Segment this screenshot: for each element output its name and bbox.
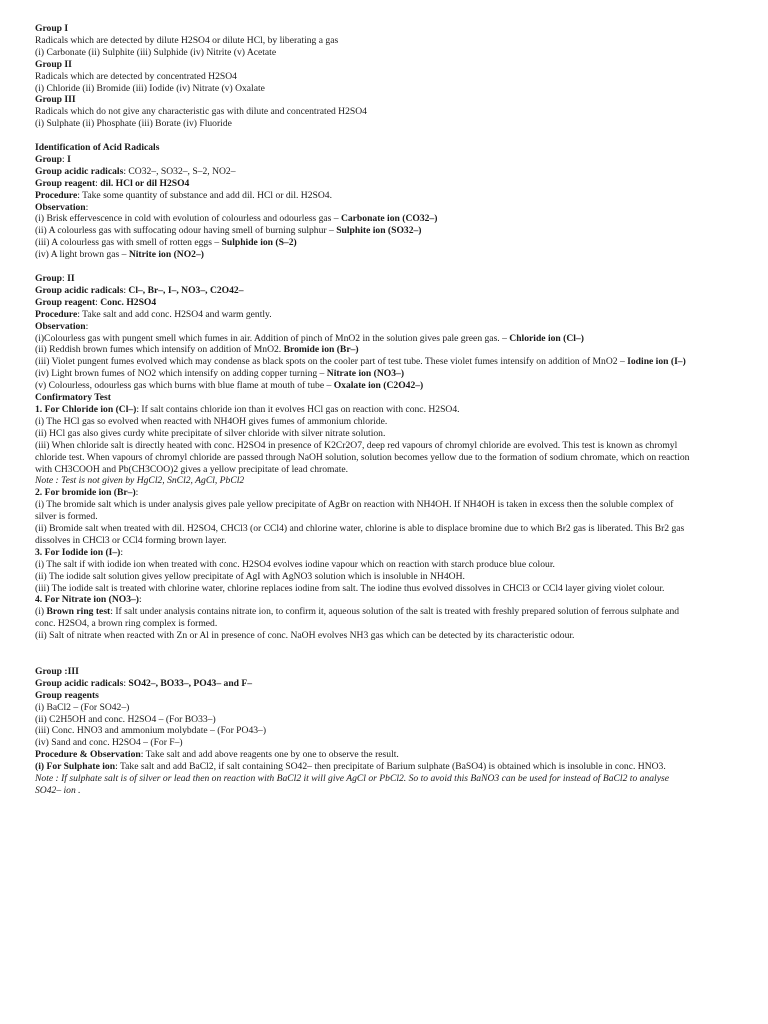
bold-text: Identification of Acid Radicals (35, 142, 160, 154)
text-run: (iii) Violet pungent fumes evolved which may condense as black spots on the cooler part of test tube. These violet fumes intensify on addition of MnO2 – (35, 356, 628, 368)
text-line (35, 725, 745, 737)
bold-text: 3. For Iodide ion (I–) (35, 546, 121, 558)
bold-text: Sulphite ion (SO32–) (336, 225, 422, 237)
text-run: : (85, 320, 89, 332)
text-run: (i) Chloride (ii) Bromide (iii) Iodide (iv) Nitrate (v) Oxalate (35, 82, 265, 94)
text-line (35, 440, 745, 452)
text-run: (i) The bromide salt which is under analysis gives pale yellow precipitate of AgBr on reaction with NH4OH. If NH4OH is taken in excess then the soluble complex of (35, 499, 674, 511)
text-run: (ii) The iodide salt solution gives yellow precipitate of AgI with AgNO3 solution which is insoluble in NH4OH. (35, 570, 465, 582)
text-run: (iii) When chloride salt is directly heated with conc. H2SO4 in presence of K2Cr2O7, deep red vapours of chromyl chloride are evolved. This test is known as chromyl (35, 439, 678, 451)
text-line (35, 487, 745, 499)
text-line (35, 630, 745, 642)
text-line (35, 785, 745, 797)
text-run: : (139, 594, 142, 606)
text-line (35, 225, 745, 237)
bold-text: Conc. H2SO4 (100, 296, 157, 308)
bold-text: Sulphide ion (S–2) (221, 237, 297, 249)
blank-line (35, 654, 745, 666)
bold-text: Group reagents (35, 689, 99, 701)
text-run: : (85, 201, 89, 213)
text-line (35, 356, 745, 368)
text-run: (i) (35, 606, 47, 618)
bold-text: (i) For Sulphate ion (35, 761, 116, 773)
text-run: (ii) Reddish brown fumes which intensify on addition of MnO2. (35, 344, 284, 356)
blank-line (35, 642, 745, 654)
text-run: (i) Carbonate (ii) Sulphite (iii) Sulphide (iv) Nitrite (v) Acetate (35, 46, 277, 58)
text-run: (iv) Light brown fumes of NO2 which intensify on adding copper turning – (35, 368, 327, 380)
text-run: (i) BaCl2 – (For SO42–) (35, 701, 130, 713)
text-run: Radicals which do not give any characteristic gas with dilute and concentrated H2SO4 (35, 106, 367, 118)
bold-text: Group (35, 153, 63, 165)
text-line (35, 83, 745, 95)
text-line (35, 213, 745, 225)
text-line (35, 678, 745, 690)
bold-text: Group (35, 273, 63, 284)
text-line (35, 94, 745, 106)
italic-text: Note : If sulphate salt is of silver or lead then on reaction with BaCl2 it will give AgCl or PbCl2. So to avoid this BaNO3 can be used for instead of BaCl2 to analyse (35, 773, 669, 785)
bold-text: Group III (35, 94, 76, 106)
text-run: (iii) The iodide salt is treated with chlorine water, chlorine replaces iodine from salt. The iodine thus evolved dissolves in CHCl3 or CCl4 layer giving violet colour. (35, 582, 665, 594)
bold-text: Oxalate ion (C2O42–) (333, 380, 424, 392)
text-line (35, 154, 745, 166)
text-line (35, 47, 745, 59)
bold-text: Chloride ion (Cl–) (509, 332, 584, 344)
text-run: : (123, 677, 129, 689)
text-run: : Take salt and add BaCl2, if salt containing SO42– then precipitate of Barium sulphate (BaSO4) is obtained which is insoluble in conc. HNO3. (115, 761, 666, 773)
text-run: : Take salt and add conc. H2SO4 and warm gently. (77, 308, 272, 320)
text-run: : CO32–, SO32–, S–2, NO2– (123, 165, 236, 177)
text-line (35, 404, 745, 416)
text-line (35, 428, 745, 440)
text-line (35, 106, 745, 118)
bold-text: Nitrite ion (NO2–) (128, 249, 204, 261)
text-run: : (95, 177, 101, 189)
text-line (35, 142, 745, 154)
text-run: (i) The HCl gas so evolved when reacted with NH4OH gives fumes of ammonium chloride. (35, 415, 388, 427)
text-line (35, 178, 745, 190)
text-run: (iii) A colourless gas with smell of rotten eggs – (35, 237, 222, 249)
bold-text: II (67, 273, 75, 284)
bold-text: 2. For bromide ion (Br–) (35, 487, 136, 499)
text-line (35, 547, 745, 559)
text-run: (iv) A light brown gas – (35, 249, 129, 261)
text-run: : (62, 273, 68, 284)
bold-text: Procedure (35, 308, 78, 320)
text-run: : (95, 296, 101, 308)
text-line (35, 368, 745, 380)
text-line (35, 190, 745, 202)
text-run: silver is formed. (35, 511, 98, 523)
text-line (35, 594, 745, 606)
text-run: Radicals which are detected by dilute H2SO4 or dilute HCl, by liberating a gas (35, 34, 339, 46)
text-line (35, 606, 745, 618)
blank-line (35, 261, 745, 273)
italic-text: Note : Test is not given by HgCl2, SnCl2, AgCl, PbCl2 (35, 475, 245, 487)
text-run: (ii) Bromide salt when treated with dil. H2SO4, CHCl3 (or CCl4) and chlorine water, chlorine is able to displace bromine due to which Br2 gas is liberated. This Br2 gas (35, 523, 685, 535)
text-line (35, 559, 745, 571)
text-line (35, 249, 745, 261)
text-line (35, 702, 745, 714)
bold-text: Cl–, Br–, I–, NO3–, C2O42– (128, 284, 244, 296)
bold-text: Observation (35, 320, 86, 332)
bold-text: 1. For Chloride ion (Cl–) (35, 403, 137, 415)
text-run: (ii) HCl gas also gives curdy white precipitate of silver chloride with silver nitrate solution. (35, 427, 386, 439)
bold-text: Group reagent (35, 177, 96, 189)
bold-text: Bromide ion (Br–) (283, 344, 359, 356)
text-line (35, 773, 745, 785)
text-line (35, 535, 745, 547)
text-line (35, 344, 745, 356)
text-line (35, 618, 745, 630)
text-line (35, 237, 745, 249)
text-run: (iii) Conc. HNO3 and ammonium molybdate – (For PO43–) (35, 725, 267, 737)
text-line (35, 571, 745, 583)
text-run: (i)Colourless gas with pungent smell which fumes in air. Addition of pinch of MnO2 in the solution gives pale green gas. – (35, 332, 510, 344)
bold-text: Group acidic radicals (35, 165, 124, 177)
text-run: : Take some quantity of substance and add dil. HCl or dil. H2SO4. (77, 189, 332, 201)
text-line (35, 761, 745, 773)
text-run: (v) Colourless, odourless gas which burns with blue flame at mouth of tube – (35, 380, 334, 392)
text-run: chloride test. When vapours of chromyl chloride are passed through NaOH solution, solution becomes yellow due to the formation of sodium chromate, which on reaction (35, 451, 690, 463)
bold-text: Group acidic radicals (35, 284, 124, 296)
text-line (35, 499, 745, 511)
text-run: : If salt under analysis contains nitrate ion, to confirm it, aqueous solution of the salt is treated with freshly prepared solution of ferrous sulphate and (110, 606, 680, 618)
text-run: : Take salt and add above reagents one by one to observe the result. (140, 749, 399, 761)
text-line (35, 35, 745, 47)
text-line (35, 166, 745, 178)
text-line (35, 118, 745, 130)
text-run: (iv) Sand and conc. H2SO4 – (For F–) (35, 737, 183, 749)
bold-text: Group II (35, 58, 72, 70)
text-run: (ii) C2H5OH and conc. H2SO4 – (For BO33–) (35, 713, 216, 725)
text-run: Radicals which are detected by concentrated H2SO4 (35, 70, 237, 82)
text-line (35, 23, 745, 35)
text-line (35, 714, 745, 726)
text-line (35, 464, 745, 476)
bold-text: Group acidic radicals (35, 677, 124, 689)
text-run: (i) The salt if with iodide ion when treated with conc. H2SO4 evolves iodine vapour which on reaction with starch produce blue colour. (35, 558, 555, 570)
text-line (35, 202, 745, 214)
bold-text: SO42–, BO33–, PO43– and F– (128, 677, 253, 689)
bold-text: Procedure (35, 189, 78, 201)
text-line (35, 666, 745, 678)
text-line (35, 321, 745, 333)
text-run: conc. H2SO4, a brown ring complex is formed. (35, 618, 218, 630)
text-line (35, 749, 745, 761)
bold-text: Group I (35, 23, 69, 34)
text-run: : (62, 153, 68, 165)
text-line (35, 511, 745, 523)
document-body (35, 23, 745, 797)
text-line (35, 285, 745, 297)
bold-text: Carbonate ion (CO32–) (340, 213, 438, 225)
bold-text: Confirmatory Test (35, 392, 111, 404)
text-run: : (135, 487, 139, 499)
text-line (35, 273, 745, 285)
text-run: dissolves in CHCl3 or CCl4 forming brown layer. (35, 534, 227, 546)
bold-text: Observation (35, 201, 86, 213)
text-line (35, 737, 745, 749)
text-run: (i) Sulphate (ii) Phosphate (iii) Borate (iv) Fluoride (35, 118, 232, 130)
bold-text: dil. HCl or dil H2SO4 (100, 177, 190, 189)
bold-text: Group reagent (35, 296, 96, 308)
text-run: (ii) Salt of nitrate when reacted with Zn or Al in presence of conc. NaOH evolves NH3 gas which can be detected by its characteristic odour. (35, 630, 575, 642)
text-run: : (123, 284, 129, 296)
italic-text: SO42– ion . (35, 784, 81, 796)
bold-text: Nitrate ion (NO3–) (326, 368, 405, 380)
text-line (35, 59, 745, 71)
text-line (35, 416, 745, 428)
text-line (35, 333, 745, 345)
text-run: (i) Brisk effervescence in cold with evolution of colourless and odourless gas – (35, 213, 341, 225)
text-line (35, 392, 745, 404)
bold-text: Group :III (35, 665, 79, 677)
text-run: with CH3COOH and Pb(CH3COO)2 gives a yellow precipitate of lead chromate. (35, 463, 349, 475)
text-line (35, 523, 745, 535)
text-line (35, 309, 745, 321)
bold-text: 4. For Nitrate ion (NO3–) (35, 594, 139, 606)
text-run: : If salt contains chloride ion than it evolves HCl gas on reaction with conc. H2SO4. (136, 403, 460, 415)
text-line (35, 380, 745, 392)
text-line (35, 71, 745, 83)
text-line (35, 583, 745, 595)
text-line (35, 297, 745, 309)
blank-line (35, 130, 745, 142)
text-line (35, 690, 745, 702)
bold-text: Brown ring test (46, 606, 111, 618)
bold-text: Procedure & Observation (35, 749, 141, 761)
text-run: : (120, 546, 124, 558)
bold-text: I (67, 153, 71, 165)
bold-text: Iodine ion (I–) (627, 356, 686, 368)
text-run: (ii) A colourless gas with suffocating odour having smell of burning sulphur – (35, 225, 337, 237)
text-line (35, 475, 745, 487)
text-line (35, 452, 745, 464)
